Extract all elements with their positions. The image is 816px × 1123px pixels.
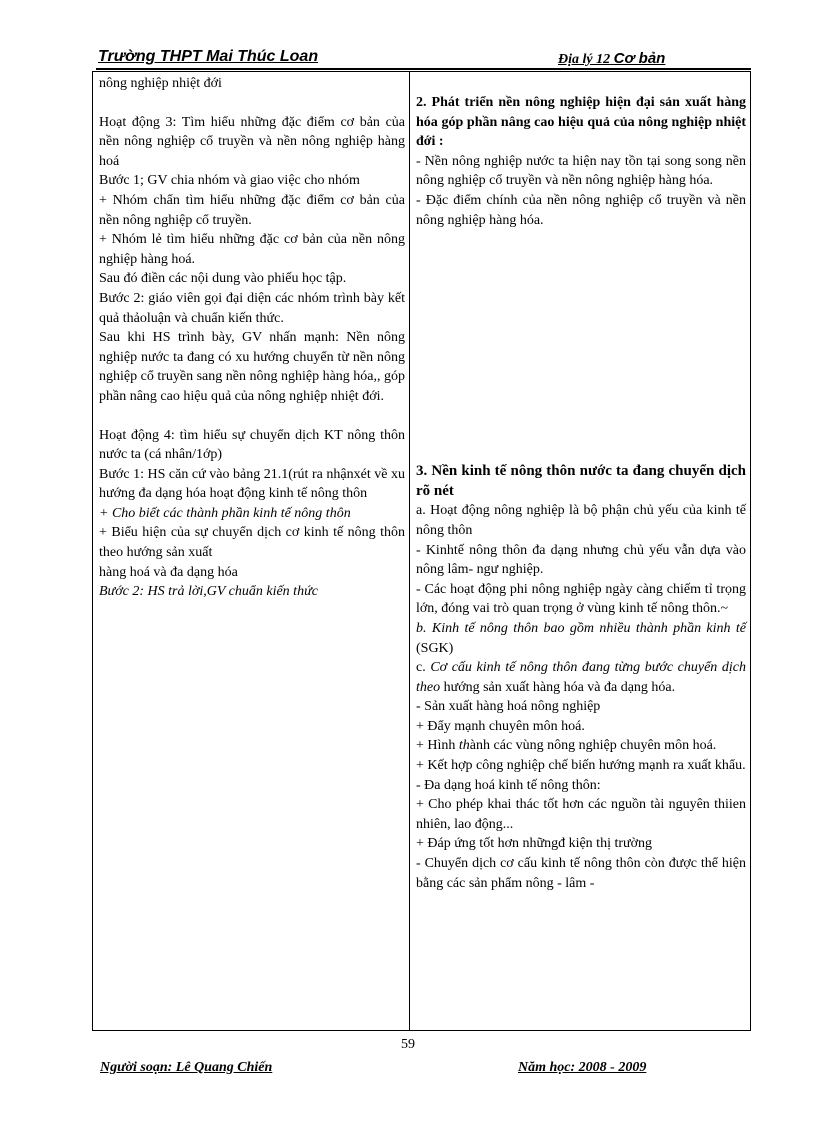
sec3-c-plain: c. [416, 660, 431, 676]
right-line: a. Hoạt động nông nghiệp là bộ phận chủ yếu của kinh tế nông thôn [416, 503, 746, 538]
header-rule [96, 68, 751, 70]
left-line: Bước 1: HS căn cứ vào bảng 21.1(rút ra nhậnxét về xu hướng đa dạng hóa hoạt động kinh tế nông thôn [99, 466, 405, 502]
subject-name: Địa lý 12 [558, 52, 611, 67]
content-column [416, 74, 746, 893]
left-line: nông nghiệp nhiệt đới [99, 76, 222, 91]
right-line [416, 619, 746, 658]
left-line: Hoạt động 3: Tìm hiểu những đặc điểm cơ bản của nền nông nghiệp cổ truyền và nền nông nghiệp hàng hoá [99, 114, 405, 169]
sec3-l3-i: th [458, 738, 470, 754]
right-line: - Kinhtế nông thôn đa dạng nhưng chủ yếu vẫn dựa vào nông lâm- ngư nghiệp. [416, 542, 746, 578]
section-3-title: 3. Nền kinh tế nông thôn nước ta đang chuyển dịch rõ nét [416, 463, 746, 499]
school-year-label: Năm học: 2008 - 2009 [518, 1060, 647, 1075]
spacer [99, 407, 405, 426]
sec3-b-tail: (SGK) [416, 640, 454, 656]
column-divider [409, 72, 410, 1030]
sec3-l3-a: + Hình [416, 738, 459, 754]
left-line: Hoạt động 4: tìm hiểu sự chuyển dịch KT nông thôn nước ta (cá nhân/1ớp) [99, 427, 405, 463]
page-number: 59 [401, 1037, 415, 1052]
right-line: - Sản xuất hàng hoá nông nghiệp [416, 699, 601, 715]
right-line: + Đáp ứng tốt hơn nhữngđ kiện thị trường [416, 836, 653, 852]
sec3-l3-b: ành các vùng nông nghiệp chuyên môn hoá. [469, 738, 717, 754]
teacher-activities-column [99, 74, 405, 602]
left-line: Sau khi HS trình bày, GV nhấn mạnh: Nền nông nghiệp nước ta đang có xu hướng chuyển từ nền nông nghiệp cổ truyền sang nền nông nghiệp hàng hóa,, góp phần nâng cao hiệu quả của nông nghiệp nhiệt đới. [99, 330, 405, 404]
author-label: Người soạn: Lê Quang Chiến [100, 1060, 273, 1075]
left-line: Bước 1; GV chia nhóm và giao việc cho nhóm [99, 173, 360, 189]
right-line: - Các hoạt động phi nông nghiệp ngày càng chiếm tỉ trọng lớn, đóng vai trò quan trọng ở vùng kinh tế nông thôn.~ [416, 581, 746, 617]
right-line: - Chuyển dịch cơ cấu kinh tế nông thôn còn được thể hiện bằng các sản phẩm nông - lâm - [416, 856, 746, 891]
right-line [416, 658, 746, 697]
right-line: + Cho phép khai thác tốt hơn các nguồn tài nguyên thiien nhiên, lao động... [416, 797, 746, 832]
spacer [416, 230, 746, 462]
spacer [416, 74, 746, 93]
left-line: + Cho biết các thành phần kinh tế nông thôn [99, 505, 351, 521]
left-line: Sau đó điền các nội dung vào phiếu học tập. [99, 271, 347, 287]
right-line: + Đẩy mạnh chuyên môn hoá. [416, 718, 585, 734]
section-2-title: 2. Phát triển nền nông nghiệp hiện đại sản xuất hàng hóa góp phần nâng cao hiệu quả của nông nghiệp nhiệt đới : [416, 95, 746, 150]
school-name: Trường THPT Mai Thúc Loan [98, 48, 319, 65]
subject-label [558, 50, 665, 68]
sec3-c-italic: Cơ cấu kinh tế nông thôn đang từng bước chuyển dịch theo [416, 660, 746, 695]
subject-level: Cơ bản [613, 50, 666, 67]
sec3-c-tail: hướng sản xuất hàng hóa và đa dạng hóa. [440, 679, 676, 695]
left-line: Bước 2: HS trả lời,GV chuẩn kiến thức [99, 584, 318, 600]
spacer [99, 94, 405, 113]
left-line: + Nhóm lẻ tìm hiểu những đặc cơ bản của nền nông nghiệp hàng hoá. [99, 232, 405, 267]
left-line: Bước 2: giáo viên gọi đại diện các nhóm trình bày kết quả thảoluận và chuẩn kiến thức. [99, 290, 405, 326]
right-line: - Đặc điểm chính của nền nông nghiệp cổ truyền và nền nông nghiệp hàng hóa. [416, 192, 746, 228]
left-line: hàng hoá và đa dạng hóa [99, 564, 238, 580]
left-line: + Biểu hiện của sự chuyển dịch cơ kinh tế nông thôn theo hướng sản xuất [99, 525, 405, 561]
right-line [416, 736, 746, 756]
right-line: - Nền nông nghiệp nước ta hiện nay tồn tại song song nền nông nghiệp cổ truyền và nền nông nghiệp hàng hóa. [416, 153, 746, 189]
right-line: - Đa dạng hoá kinh tế nông thôn: [416, 777, 601, 793]
sec3-b-italic: b. Kinh tế nông thôn bao gồm nhiều thành phần kinh tế [416, 620, 746, 636]
lesson-table [92, 71, 751, 1031]
left-line: + Nhóm chẩn tìm hiểu những đặc điểm cơ bản của nền nông nghiệp cổ truyền. [99, 192, 405, 228]
right-line: + Kết hợp công nghiệp chế biến hướng mạnh ra xuất khẩu. [416, 758, 746, 774]
